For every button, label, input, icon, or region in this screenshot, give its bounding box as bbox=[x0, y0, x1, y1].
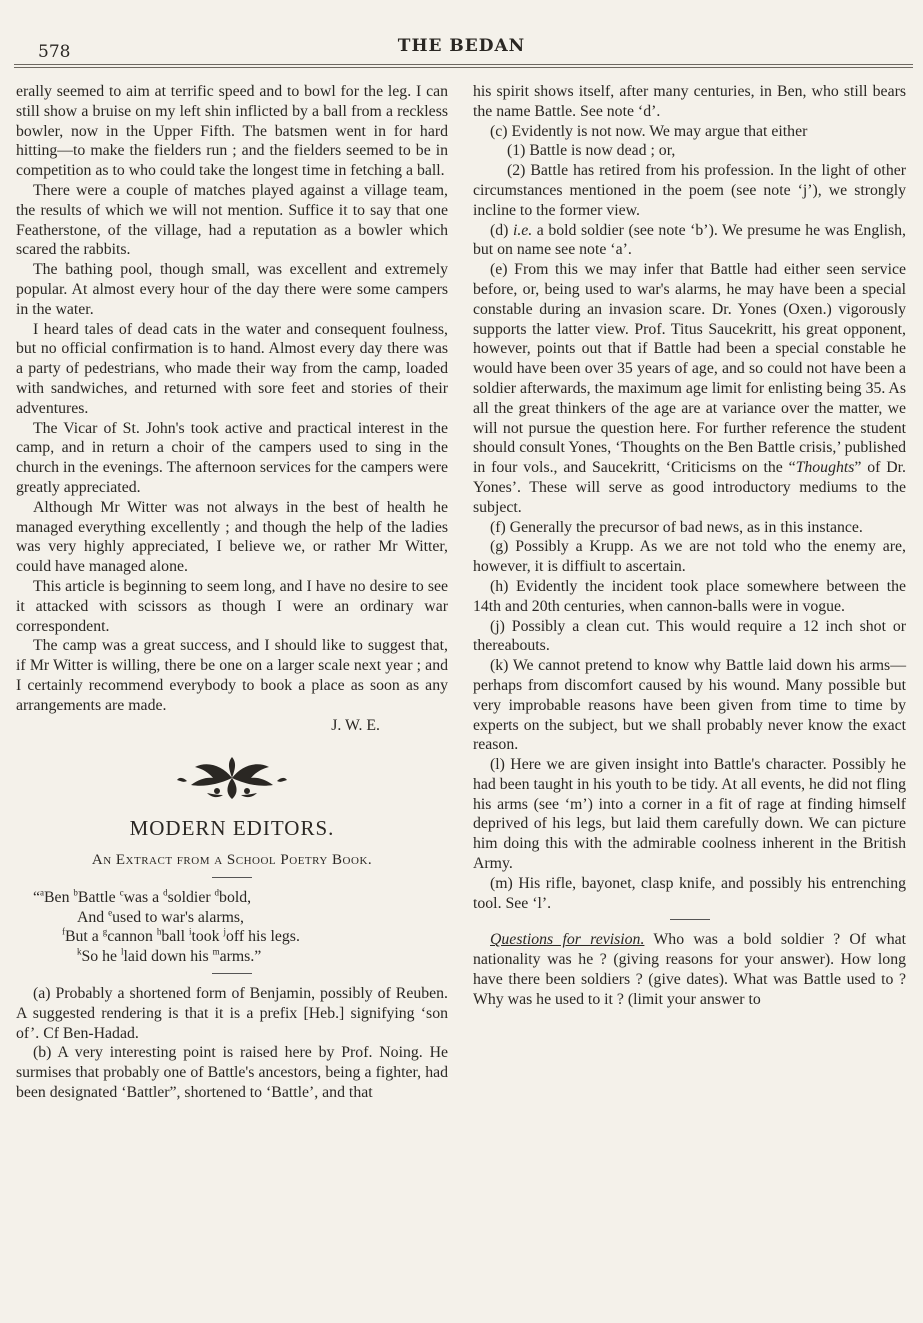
right-column bbox=[473, 82, 906, 1010]
note-paragraph: (m) His rifle, bayonet, clasp knife, and possibly his entrenching tool. See ‘l’. bbox=[473, 874, 906, 912]
paragraph: This article is beginning to seem long, and I have no desire to see it attacked with scissors as though I were an ordinary war correspondent. bbox=[16, 577, 448, 635]
page-number: 578 bbox=[38, 42, 71, 62]
note-paragraph: (b) A very interesting point is raised here by Prof. Noing. He surmises that probably one of Battle's ancestors, being a fighter, had been designated ‘Battler”, shortened to ‘Battle’, and that bbox=[16, 1044, 448, 1102]
note-paragraph: (k) We cannot pretend to know why Battle laid down his arms—perhaps from discomfort caused by his wound. Many possible but very improbable reasons have been given from time to time by experts on the subject, but we shall probably never know the exact reason. bbox=[473, 657, 906, 754]
section-subtitle: An Extract from a School Poetry Book. bbox=[91, 852, 373, 869]
poem-line: And $^e$used to war's alarms, bbox=[77, 907, 244, 926]
questions-paragraph: Questions for revision. Who was a bold soldier ? Of what nationality was he ? (giving reasons for your answer). How long have there been soldiers ? (give dates). What was Battle used to ? Why was he used to it ? (limit your answer to bbox=[473, 931, 907, 1008]
note-paragraph: (l) Here we are given insight into Battle's character. Possibly he had been taught in his youth to be tidy. At all events, he did not fling his arms (see ‘m’) into a corner in a fit of rage at finding himself deprived of his legs, but laid them carefully down. We can picture him doing this with the admirable coolness inherent in the British Army. bbox=[473, 756, 906, 873]
note-paragraph: (f) Generally the precursor of bad news, as in this instance. bbox=[490, 518, 863, 536]
divider bbox=[670, 919, 710, 920]
poem bbox=[16, 888, 448, 967]
paragraph: The camp was a great success, and I should like to suggest that, if Mr Witter is willing, there be one on a larger scale next year ; and I certainly recommend everybody to book a place as soon as any arrangements are made. bbox=[16, 637, 448, 714]
note-paragraph: (d) i.e. a bold soldier (see note ‘b’). We presume he was English, but on name see note ‘a’. bbox=[473, 221, 906, 259]
header-rule bbox=[14, 64, 913, 68]
note-paragraph: (h) Evidently the incident took place somewhere between the 14th and 20th centuries, when cannon-balls were in vogue. bbox=[473, 577, 906, 615]
floral-ornament bbox=[16, 743, 448, 813]
paragraph: The Vicar of St. John's took active and practical interest in the camp, and in return a choir of the campers used to sing in the church in the evenings. The afternoon services for the campers were greatly appreciated. bbox=[16, 419, 448, 496]
divider bbox=[212, 877, 252, 878]
poem-line: $^k$So he $^l$laid down his $^m$arms.” bbox=[77, 947, 262, 966]
note-paragraph: (a) Probably a shortened form of Benjamin, possibly of Reuben. A suggested rendering is that it is a prefix [Heb.] signifying ‘son of’. Cf Ben-Hadad. bbox=[16, 985, 448, 1042]
poem-line: $^f$But a $^g$cannon $^h$ball $^i$took $^j$off his legs. bbox=[62, 927, 300, 946]
ornament-icon bbox=[177, 753, 287, 803]
paragraph: I heard tales of dead cats in the water and consequent foulness, but no official confirmation is to hand. Almost every day there was a party of pedestrians, who made their way from the camp, loaded with sandwiches, and returned with sore feet and stories of their adventures. bbox=[16, 320, 448, 417]
paragraph: Although Mr Witter was not always in the best of health he managed everything excellently ; and though the help of the ladies was very highly appreciated, I believe we, or rather Mr Witter, could have managed alone. bbox=[16, 498, 448, 576]
left-column bbox=[16, 82, 448, 1103]
note-paragraph: (1) Battle is now dead ; or, bbox=[507, 142, 676, 160]
note-paragraph: (2) Battle has retired from his profession. In the light of other circumstances mentioned in the poem (see note ‘j’), we strongly incline to the former view. bbox=[473, 162, 906, 219]
paragraph: erally seemed to aim at terrific speed and to bowl for the leg. I can still show a bruise on my left shin inflicted by a ball from a reckless bowler, now in the Upper Fifth. The batsmen went in for hard hitting—to make the fielders run ; and the fielders seemed to be in competition as to who could take the longest time in fetching a ball. bbox=[16, 83, 448, 180]
note-paragraph: (j) Possibly a clean cut. This would require a 12 inch shot or thereabouts. bbox=[473, 617, 906, 655]
note-paragraph: (e) From this we may infer that Battle had either seen service before, or, being used to war's alarms, he may have been a special constable during an invasion scare. Dr. Yones (Oxen.) vigorously supports the latter view. Prof. Titus Saucekritt, his great opponent, however, points out that if Battle had been a special constable he would have been over 35 years of age, and so could not have been a soldier afterwards, the maximum age limit for enlisting being 35. As all the great thinkers of the age are at variance over the matter, we will not pursue the question here. For further reference the student should consult Yones, ‘Thoughts on the Ben Battle crisis,’ published in four vols., and Saucekritt, ‘Criticisms on the “Thoughts” of Dr. Yones’. These will serve as good introductory mediums to the subject. bbox=[473, 261, 906, 516]
paragraph: The bathing pool, though small, was excellent and extremely popular. At almost every hour of the day there were some campers in the water. bbox=[16, 261, 448, 318]
running-title: THE BEDAN bbox=[397, 36, 526, 56]
paragraph: his spirit shows itself, after many centuries, in Ben, who still bears the name Battle. See note ‘d’. bbox=[473, 83, 906, 120]
paragraph: There were a couple of matches played against a village team, the results of which we will not mention. Suffice it to say that one Featherstone, of the village, had a reputation as a bowler which scared the rabbits. bbox=[16, 181, 448, 259]
note-paragraph: (g) Possibly a Krupp. As we are not told who the enemy are, however, it is diffiult to ascertain. bbox=[473, 538, 906, 576]
poem-line: “$^a$Ben $^b$Battle $^c$was a $^d$soldier $^d$bold, bbox=[33, 887, 252, 906]
note-paragraph: (c) Evidently is not now. We may argue that either bbox=[490, 122, 808, 140]
section-title: MODERN EDITORS. bbox=[129, 816, 335, 841]
divider bbox=[212, 973, 252, 974]
author-signature: J. W. E. bbox=[331, 716, 380, 734]
